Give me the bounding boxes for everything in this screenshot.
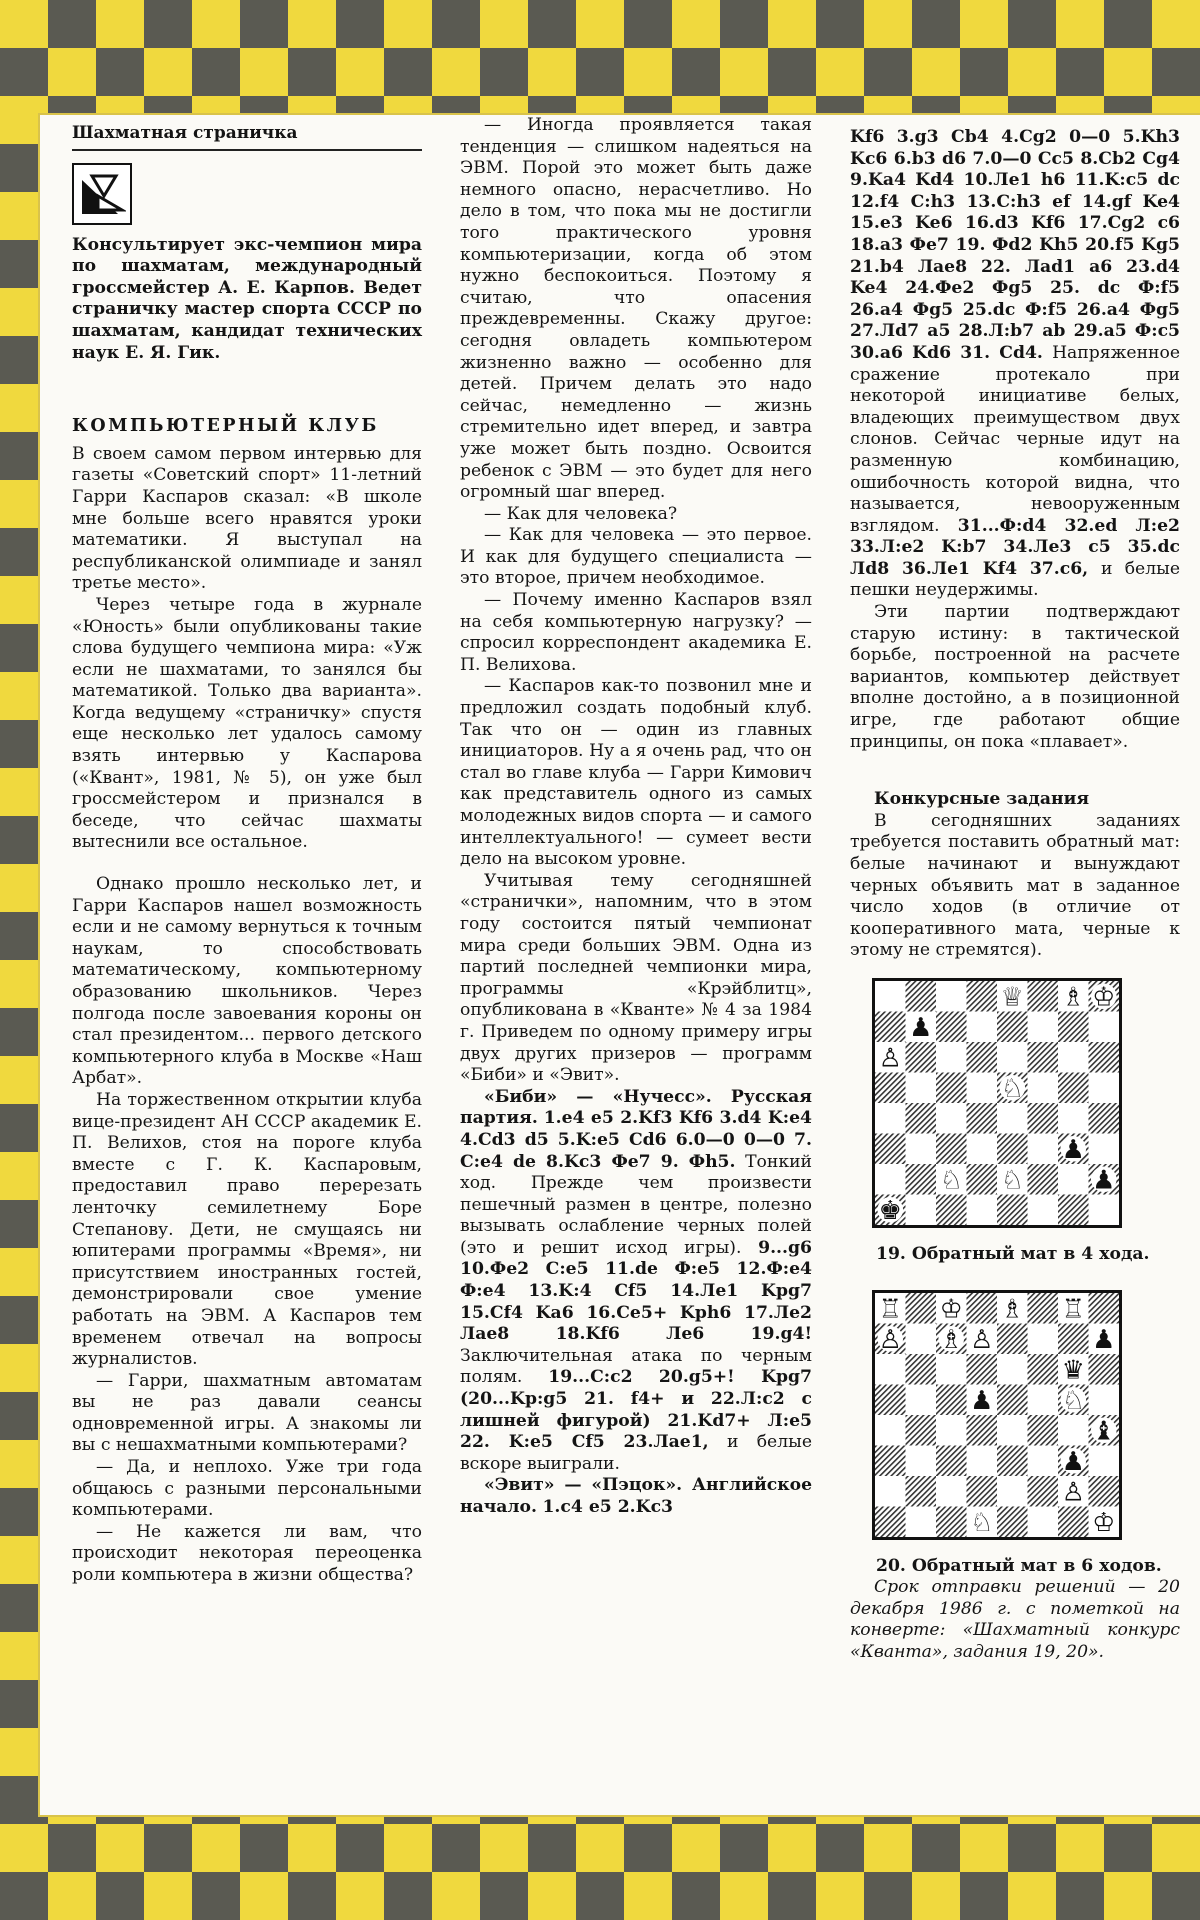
game-2-comment: Напряженное сражение протекало при некоторой инициативе белых, владеющих преимуществом двух слонов. Сейчас черные идут на разменную комбинацию, ошибочность которой видна, что называется, невооруженным взглядом. <box>850 342 1181 536</box>
dark-square <box>936 1194 967 1225</box>
light-square <box>936 1103 967 1134</box>
contest-title: Конкурсные задания <box>874 789 1090 810</box>
chess-piece: ♟ <box>1092 1165 1116 1196</box>
dark-square <box>1089 1042 1120 1073</box>
dark-square <box>875 1133 906 1164</box>
dark-square <box>997 1011 1028 1042</box>
game-2-moves: Kf6 3.g3 Cb4 4.Cg2 0—0 5.Kh3 Kc6 6.b3 d6 7.0—0 Cc5 8.Cb2 Cg4 9.Ka4 Kd4 10.Лe1 h6 11.K:c5 dc 12.f4 C:h3 13.C:h3 ef 14.gf Ke4 15.e3 Ke6 16.d3 Kf6 17.Cg2 c6 18.a3 Фe7 19. Фd2 Kh5 20.f5 Kg5 21.b4 Лae8 22. Лad1 a6 23.d4 Ke4 24.Фe2 Фg5 25. dc Ф:f5 26.a4 Фg5 25.dc Ф:f5 26.a4 Фg5 27.Лd7 a5 28.Л:b7 ab 29.a5 Ф:c5 30.a6 Kd6 31. Cd4. <box>850 127 1180 363</box>
dark-square <box>906 981 937 1012</box>
dark-square <box>1058 1194 1089 1225</box>
game-1-moves: 9...g6 10.Фe2 C:e5 11.de Ф:e5 12.Ф:e4 Ф:e4 13.K:4 Cf5 14.Лe1 Kpg7 15.Cf4 Ka6 16.Ce5+ Kph6 17.Лe2 Лae8 18.Kf6 Лe6 19.g4! <box>460 1237 812 1345</box>
dark-square <box>875 1506 906 1537</box>
dark-square <box>1089 1354 1120 1385</box>
chess-piece: ♖ <box>878 1293 902 1324</box>
light-square <box>875 1354 906 1385</box>
chess-piece: ♖ <box>1061 1293 1085 1324</box>
dark-square <box>936 1072 967 1103</box>
dark-square <box>906 1293 937 1324</box>
game-1 <box>460 1087 812 1476</box>
dark-square <box>936 1445 967 1476</box>
light-square <box>967 1194 998 1225</box>
light-square <box>1058 1164 1089 1195</box>
dark-square <box>1028 1293 1059 1324</box>
dark-square <box>936 1384 967 1415</box>
light-square <box>997 1476 1028 1507</box>
conclusion: Эти партии подтверждают старую истину: в тактической борьбе, построенной на расчете вариантов, компьютер действует вполне достойно, а в позиционной игре, где работают общие принципы, он пока «плавает». <box>850 602 1180 752</box>
dark-square <box>967 1042 998 1073</box>
chess-piece: ♟ <box>1092 1324 1116 1355</box>
dark-square <box>936 1011 967 1042</box>
dark-square <box>967 1293 998 1324</box>
chess-piece: ♟ <box>1061 1446 1085 1477</box>
dark-square <box>1028 1354 1059 1385</box>
chess-piece: ♔ <box>1092 982 1116 1013</box>
column-3 <box>850 115 1180 1664</box>
light-square <box>906 1384 937 1415</box>
light-square <box>1058 1415 1089 1446</box>
light-square <box>936 1042 967 1073</box>
paragraph: — Как для человека? <box>484 503 678 524</box>
paragraph: На торжественном открытии клуба вице-президент АН СССР академик Е. П. Велихов, стоя на пороге клуба вместе с Г. К. Каспаровым, предоставил право перерезать ленточку семилетнему Боре Степанову. Дети, не смущаясь ни юпитерами программы «Время», ни присутствием иностранных гостей, демонстрировали свое умение работать на ЭВМ. А Каспаров тем временем отвечал на вопросы журналистов. <box>72 1089 422 1370</box>
dark-square <box>997 1194 1028 1225</box>
chess-piece: ♟ <box>909 1012 933 1043</box>
light-square <box>1089 1384 1120 1415</box>
chess-piece: ♕ <box>1000 982 1024 1013</box>
chess-piece: ♚ <box>878 1195 902 1225</box>
light-square <box>1028 1011 1059 1042</box>
light-square <box>997 1354 1028 1385</box>
dark-square <box>1028 1476 1059 1507</box>
light-square <box>1089 1072 1120 1103</box>
chess-piece: ♘ <box>970 1507 994 1537</box>
chess-piece: ♗ <box>1000 1293 1024 1324</box>
game-2-heading: «Эвит» — «Пэцок». Английское начало. <box>460 1475 812 1517</box>
deadline-note: Срок отправки решений — 20 декабря 1986 г. с пометкой на конверте: «Шахматный конкурс «Кванта», задания 19, 20». <box>850 1577 1180 1662</box>
dark-square <box>906 1476 937 1507</box>
dark-square <box>967 1103 998 1134</box>
game-2-start <box>460 1475 812 1518</box>
chess-piece: ♘ <box>1061 1385 1085 1416</box>
chess-board-problem-20 <box>872 1290 1122 1540</box>
dark-square <box>997 1323 1028 1354</box>
dark-square <box>1089 1476 1120 1507</box>
dark-square <box>875 1072 906 1103</box>
light-square <box>875 1103 906 1134</box>
chess-piece: ♙ <box>970 1324 994 1355</box>
light-square <box>906 1506 937 1537</box>
light-square <box>1058 1103 1089 1134</box>
chess-piece: ♟ <box>970 1385 994 1416</box>
paragraph: Через четыре года в журнале «Юность» были опубликованы такие слова будущего чемпиона мира: «Уж если не шахматами, то занялся бы математикой. Только два варианта». Когда ведущему «страничку» спустя еще несколько лет удалось самому взять интервью у Каспарова («Квант», 1981, № 5), он уже был гроссмейстером и признался в беседе, что сейчас шахматы вытеснили все остальное. <box>72 594 422 853</box>
dark-square <box>967 1164 998 1195</box>
dark-square <box>1089 1293 1120 1324</box>
rubric-title: Шахматная страничка <box>72 123 422 151</box>
chess-piece: ♙ <box>878 1043 902 1074</box>
dark-square <box>936 1506 967 1537</box>
light-square <box>1058 1042 1089 1073</box>
dark-square <box>997 1133 1028 1164</box>
light-square <box>1028 1445 1059 1476</box>
dark-square <box>997 1445 1028 1476</box>
chess-piece: ♝ <box>1092 1415 1116 1446</box>
column-2 <box>460 115 812 1519</box>
paragraph: В своем самом первом интервью для газеты «Советский спорт» 11-летний Гарри Каспаров сказал: «В школе мне больше всего нравятся уроки математики. Я выступал на республиканской олимпиаде и занял третье место». <box>72 443 422 594</box>
dark-square <box>906 1354 937 1385</box>
paragraph: — Почему именно Каспаров взял на себя компьютерную нагрузку? — спросил корреспондент академика Е. П. Велихова. <box>460 590 812 675</box>
light-square <box>1089 1011 1120 1042</box>
light-square <box>1089 1445 1120 1476</box>
chess-piece: ♔ <box>939 1293 963 1324</box>
game-1-heading: «Биби» — «Нучесс». Русская партия. <box>460 1086 812 1129</box>
light-square <box>1028 1506 1059 1537</box>
light-square <box>906 1445 937 1476</box>
chess-piece: ♙ <box>1061 1476 1085 1507</box>
game-2-continuation <box>850 127 1180 602</box>
dark-square <box>875 1011 906 1042</box>
game-1-comment: и белые вскоре выиграли. <box>460 1432 812 1474</box>
game-1-moves: 19...C:c2 20.g5+! Kpg7 (20...Kp:g5 21. f4+ и 22.Л:c2 с лишней фигурой) 21.Kd7+ Л:e5 22. K:e5 Cf5 23.Лae1, <box>460 1367 812 1453</box>
dark-square <box>1028 1103 1059 1134</box>
light-square <box>906 1133 937 1164</box>
light-square <box>997 1042 1028 1073</box>
contest-intro: В сегодняшних заданиях требуется поставить обратный мат: белые начинают и вынуждают черных объявить мат в заданное число ходов (в отличие от кооперативного мата, черные к этому не стремятся). <box>850 810 1180 961</box>
chess-piece: ♔ <box>1092 1507 1116 1537</box>
dark-square <box>967 1476 998 1507</box>
light-square <box>1028 1072 1059 1103</box>
dark-square <box>1028 1164 1059 1195</box>
dark-square <box>1058 1011 1089 1042</box>
problem-20-caption: 20. Обратный мат в 6 ходов. <box>876 1555 1162 1576</box>
page-content <box>40 115 1200 1815</box>
chess-piece: ♘ <box>1000 1165 1024 1196</box>
game-2-moves: 31...Ф:d4 32.ed Л:e2 33.Л:e2 K:b7 34.Лe3 c5 35.dc Лd8 36.Лe1 Kf4 37.c6, <box>850 515 1180 579</box>
paragraph: Учитывая тему сегодняшней «странички», напомним, что в этом году состоится пятый чемпионат мира среди больших ЭВМ. Одна из партий последней чемпионки мира, программы «Крэйблитц», опубликована в «Кванте» № 4 за 1984 г. Приведем по одному примеру игры двух других призеров — программ «Биби» и «Эвит». <box>460 870 812 1086</box>
light-square <box>906 1323 937 1354</box>
paragraph: — Не кажется ли вам, что происходит некоторая переоценка роли компьютера в жизни общества? <box>72 1521 422 1586</box>
light-square <box>936 1476 967 1507</box>
paragraph: — Гарри, шахматным автоматам вы не раз давали сеансы одновременной игры. А знакомы ли вы с нешахматными компьютерами? <box>72 1370 422 1456</box>
dark-square <box>906 1103 937 1134</box>
dark-square <box>1058 1072 1089 1103</box>
game-1-comment: Заключительная атака по черным полям. <box>460 1345 812 1388</box>
dark-square <box>1089 1103 1120 1134</box>
problem-19-caption: 19. Обратный мат в 4 хода. <box>876 1243 1150 1264</box>
dark-square <box>967 981 998 1012</box>
consultant-note: Консультирует экс-чемпион мира по шахматам, международный гроссмейстер А. Е. Карпов. Ведет страничку мастер спорта СССР по шахматам, кандидат технических наук Е. Я. Гик. <box>72 234 422 363</box>
dark-square <box>1028 1415 1059 1446</box>
light-square <box>906 1194 937 1225</box>
light-square <box>967 1133 998 1164</box>
chess-board-svg <box>875 1293 1119 1537</box>
dark-square <box>967 1354 998 1385</box>
column-1 <box>72 115 422 1587</box>
light-square <box>967 1445 998 1476</box>
game-1-moves: 1.e4 e5 2.Kf3 Kf6 3.d4 K:e4 4.Cd3 d5 5.K:e5 Cd6 6.0—0 0—0 7. C:e4 de 8.Kc3 Фe7 9. Фh5. <box>460 1108 812 1172</box>
light-square <box>997 1103 1028 1134</box>
chess-piece: ♗ <box>1061 982 1085 1013</box>
article-title: КОМПЬЮТЕРНЫЙ КЛУБ <box>72 416 379 437</box>
light-square <box>967 1011 998 1042</box>
dark-square <box>875 1445 906 1476</box>
dark-square <box>1028 1042 1059 1073</box>
light-square <box>967 1072 998 1103</box>
light-square <box>936 981 967 1012</box>
logo-row <box>72 163 422 225</box>
light-square <box>875 1476 906 1507</box>
light-square <box>1089 1194 1120 1225</box>
light-square <box>875 981 906 1012</box>
chess-piece: ♟ <box>1061 1134 1085 1165</box>
chess-piece: ♛ <box>1061 1354 1085 1385</box>
chess-pages-logo-icon <box>72 163 132 225</box>
dark-square <box>936 1133 967 1164</box>
dark-square <box>1058 1323 1089 1354</box>
light-square <box>997 1415 1028 1446</box>
paragraph: — Каспаров как-то позвонил мне и предложил создать подобный клуб. Так что он — один из главных инициаторов. Ну а я очень рад, что он стал во главе клуба — Гарри Кимович как представитель одного из самых молодежных видов спорта — и самого интеллектуального! — сумеет вести дело на высоком уровне. <box>460 676 812 870</box>
dark-square <box>906 1042 937 1073</box>
chess-board-problem-19 <box>872 978 1122 1228</box>
light-square <box>1089 1133 1120 1164</box>
game-2-moves: 1.c4 e5 2.Kc3 <box>542 1497 674 1517</box>
dark-square <box>997 1384 1028 1415</box>
game-2-comment: и белые пешки неудержимы. <box>850 558 1180 601</box>
light-square <box>1028 1323 1059 1354</box>
light-square <box>875 1415 906 1446</box>
dark-square <box>1058 1506 1089 1537</box>
chess-piece: ♙ <box>878 1324 902 1355</box>
dark-square <box>906 1415 937 1446</box>
board-problem-20-wrap <box>872 1290 1180 1540</box>
dark-square <box>997 1506 1028 1537</box>
light-square <box>1028 1194 1059 1225</box>
light-square <box>1028 1384 1059 1415</box>
dark-square <box>875 1384 906 1415</box>
paragraph: — Да, и неплохо. Уже три года общаюсь с разными персональными компьютерами. <box>72 1457 422 1521</box>
chess-board-svg <box>875 981 1119 1225</box>
game-1-comment: Тонкий ход. Прежде чем произвести пешечный размен в центре, полезно вызывать ослабление черных полей (это и решит исход игры). <box>460 1151 813 1258</box>
light-square <box>1028 1133 1059 1164</box>
light-square <box>936 1415 967 1446</box>
dark-square <box>1028 981 1059 1012</box>
light-square <box>936 1354 967 1385</box>
paragraph: Однако прошло несколько лет, и Гарри Каспаров нашел возможность если и не самому вернуться к точным наукам, то способствовать математическому, компьютерному образованию школьников. Через полгода после завоевания короны он стал президентом... первого детского компьютерного клуба в Москве «Наш Арбат». <box>72 874 422 1089</box>
light-square <box>906 1072 937 1103</box>
dark-square <box>906 1164 937 1195</box>
chess-piece: ♘ <box>1000 1073 1024 1104</box>
chess-piece: ♘ <box>939 1165 963 1196</box>
board-problem-19-wrap <box>872 978 1180 1228</box>
light-square <box>875 1164 906 1195</box>
paragraph: — Иногда проявляется такая тенденция — слишком надеяться на ЭВМ. Порой это может быть даже немного опасно, нерасчетливо. Но дело в том, что пока мы не достигли того практического уровня компьютеризации, когда об этом нужно беспокоиться. Поэтому я считаю, что опасения преждевременны. Скажу другое: сегодня овладеть компьютером жизненно важно — особенно для детей. Причем делать это надо сейчас, немедленно — жизнь стремительно идет вперед, и завтра уже может быть поздно. Освоится ребенок с ЭВМ — это будет для него огромный шаг вперед. <box>460 115 812 503</box>
dark-square <box>967 1415 998 1446</box>
paragraph: — Как для человека — это первое. И как для будущего специалиста — это второе, причем необходимое. <box>460 525 812 589</box>
chess-piece: ♗ <box>939 1324 963 1355</box>
